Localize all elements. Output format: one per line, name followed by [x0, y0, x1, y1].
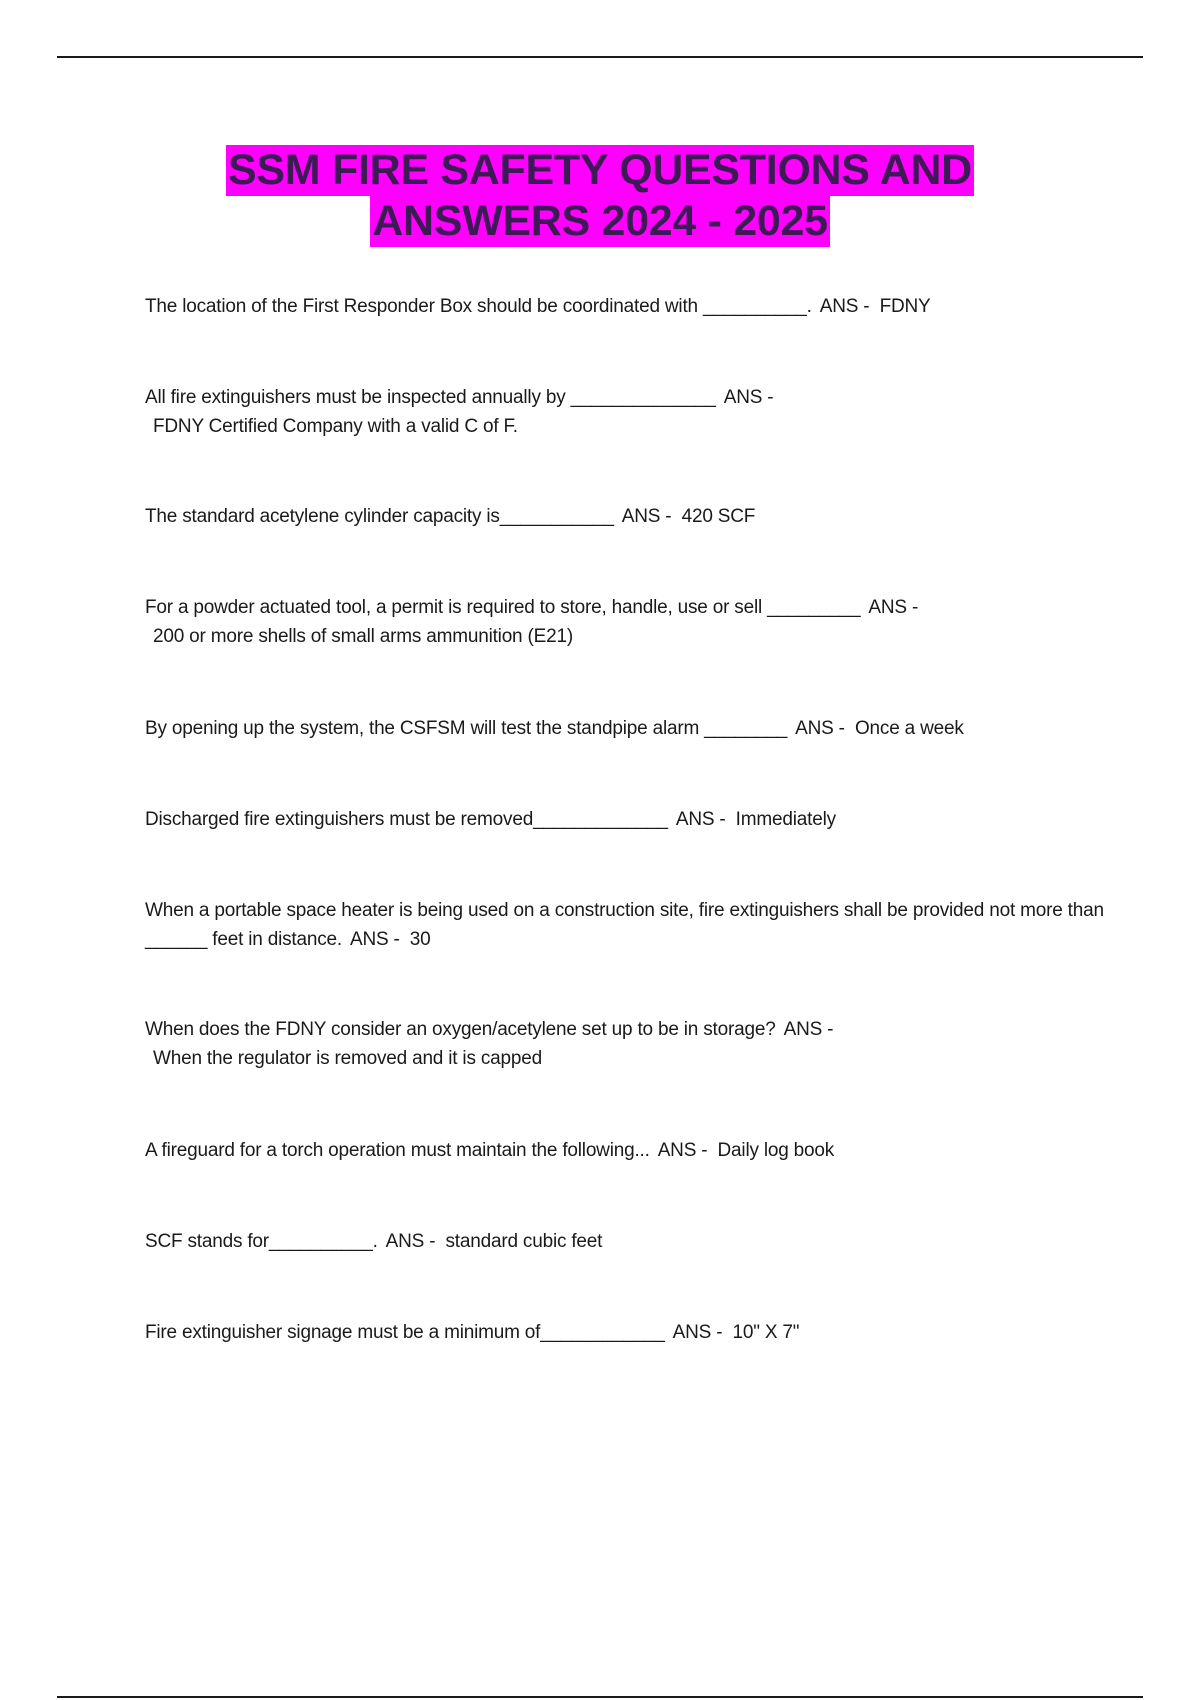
question-text: A fireguard for a torch operation must maintain the following... [145, 1140, 650, 1161]
question-text: For a powder actuated tool, a permit is required to store, handle, use or sell _________ [145, 597, 861, 618]
answer-text: When the regulator is removed and it is capped [153, 1048, 542, 1069]
qa-item-4 [145, 593, 1105, 651]
qa-item-8 [145, 1015, 1105, 1073]
title-line-2: ANSWERS 2024 - 2025 [372, 197, 828, 245]
qa-item-5 [145, 714, 1105, 743]
qa-item-2 [145, 383, 1105, 441]
answer-text: ANS - 30 [349, 929, 431, 950]
answer-prefix: ANS - [723, 387, 774, 408]
qa-item-3 [145, 502, 1105, 531]
answer-text: ANS - Daily log book [657, 1140, 835, 1161]
question-text: All fire extinguishers must be inspected annually by ______________ [145, 387, 716, 408]
question-text: Discharged fire extinguishers must be removed_____________ [145, 809, 668, 830]
answer-prefix: ANS - [783, 1019, 834, 1040]
qa-item-1 [145, 292, 1105, 321]
question-text: The location of the First Responder Box should be coordinated with __________. [145, 296, 812, 317]
answer-text: ANS - FDNY [819, 296, 931, 317]
answer-text: FDNY Certified Company with a valid C of F. [153, 416, 518, 437]
answer-text: 200 or more shells of small arms ammunition (E21) [153, 626, 573, 647]
answer-text: ANS - standard cubic feet [385, 1231, 603, 1252]
question-text: By opening up the system, the CSFSM will test the standpipe alarm ________ [145, 718, 788, 739]
question-text: Fire extinguisher signage must be a minimum of____________ [145, 1322, 665, 1343]
qa-item-9 [145, 1136, 1105, 1165]
answer-text: ANS - Once a week [795, 718, 964, 739]
qa-item-6 [145, 805, 1105, 834]
qa-item-7 [145, 896, 1109, 954]
question-text: When does the FDNY consider an oxygen/acetylene set up to be in storage? [145, 1019, 776, 1040]
title-line-1: SSM FIRE SAFETY QUESTIONS AND [228, 146, 972, 194]
question-text: SCF stands for__________. [145, 1231, 378, 1252]
answer-prefix: ANS - [868, 597, 919, 618]
bottom-rule [57, 1696, 1143, 1698]
question-text: When a portable space heater is being used on a construction site, fire extinguishers shall be provided not more than ______ feet in distance. [145, 900, 1109, 950]
question-text: The standard acetylene cylinder capacity is___________ [145, 506, 614, 527]
qa-item-10 [145, 1227, 1105, 1256]
top-rule [57, 56, 1143, 58]
answer-text: ANS - 10" X 7" [672, 1322, 800, 1343]
document-title [0, 145, 1200, 247]
answer-text: ANS - Immediately [675, 809, 836, 830]
answer-text: ANS - 420 SCF [621, 506, 756, 527]
qa-item-11 [145, 1318, 1105, 1347]
